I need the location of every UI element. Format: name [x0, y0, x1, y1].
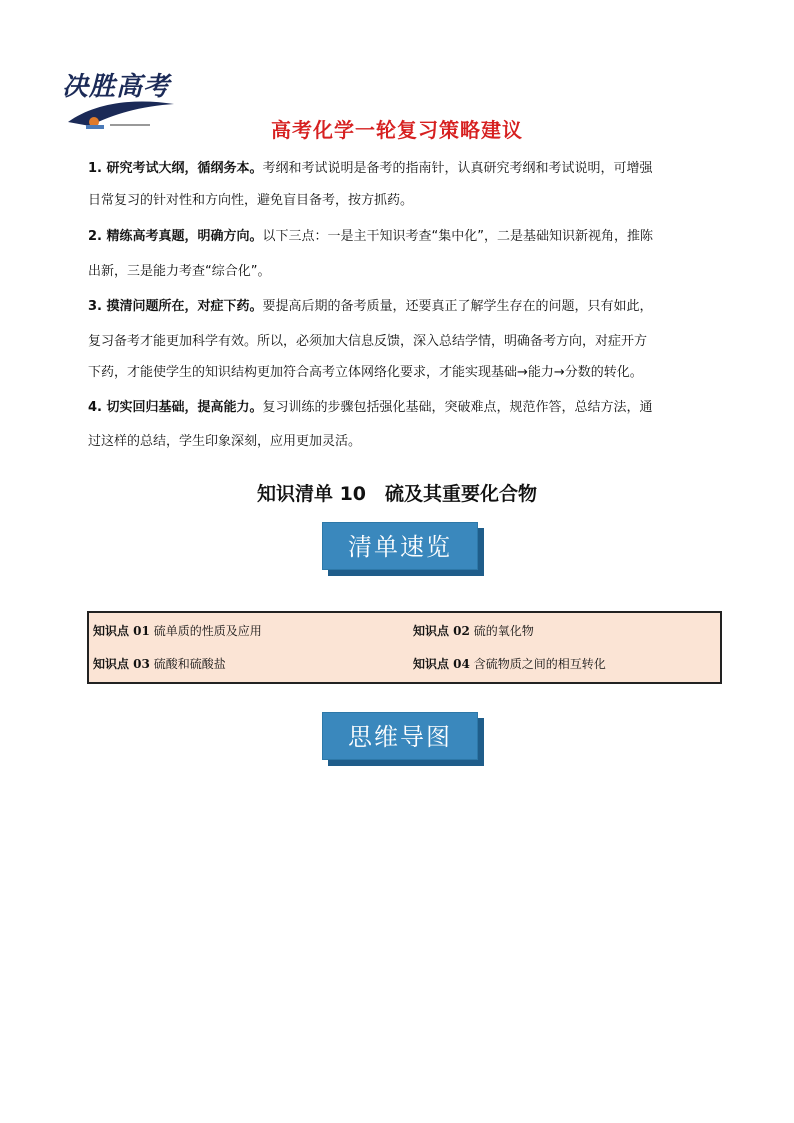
logo-text: 决胜高考 [62, 72, 171, 102]
knowledge-point-02-label: 硫的氧化物 [473, 624, 534, 638]
knowledge-point-01-label: 硫单质的性质及应用 [153, 624, 262, 638]
paragraph-3-heading: 3. 摸清问题所在，对症下药。 [88, 299, 263, 314]
paragraph-1 [88, 160, 718, 177]
paragraph-4 [88, 399, 718, 416]
section-title: 知识清单 10 硫及其重要化合物 [256, 483, 538, 505]
paragraph-2-line-2: 出新，三是能力考查“综合化”。 [88, 264, 271, 279]
mindmap-badge [322, 712, 484, 766]
paragraph-2-heading: 2. 精练高考真题，明确方向。 [88, 229, 263, 244]
knowledge-point-04-label: 含硫物质之间的相互转化 [473, 657, 606, 671]
knowledge-point-02 [413, 622, 534, 639]
paragraph-3-line-2: 复习备考才能更加科学有效。所以，必须加大信息反馈，深入总结学情，明确备考方向，对症开方 [88, 334, 648, 349]
paragraph-3 [88, 298, 718, 315]
knowledge-point-04 [413, 655, 606, 672]
paragraph-4-heading: 4. 切实回归基础，提高能力。 [88, 400, 263, 415]
knowledge-point-03 [93, 655, 226, 672]
document-title: 高考化学一轮复习策略建议 [271, 118, 523, 142]
paragraph-4-line-2: 过这样的总结，学生印象深刻，应用更加灵活。 [88, 434, 362, 449]
knowledge-point-02-num: 知识点 02 [413, 624, 470, 638]
paragraph-1-line-1: 考纲和考试说明是备考的指南针，认真研究考纲和考试说明，可增强 [262, 161, 653, 176]
paragraph-3-line-1: 要提高后期的备考质量，还要真正了解学生存在的问题，只有如此， [262, 299, 653, 314]
knowledge-point-01-num: 知识点 01 [93, 624, 150, 638]
knowledge-point-03-label: 硫酸和硫酸盐 [153, 657, 226, 671]
knowledge-points-box [87, 611, 722, 684]
paragraph-4-line-1: 复习训练的步骤包括强化基础，突破难点，规范作答，总结方法，通 [262, 400, 653, 415]
mindmap-badge-label: 思维导图 [322, 712, 478, 760]
knowledge-point-04-num: 知识点 04 [413, 657, 470, 671]
paragraph-3-line-3: 下药，才能使学生的知识结构更加符合高考立体网络化要求，才能实现基础→能力→分数的转化。 [88, 365, 643, 380]
overview-badge [322, 522, 484, 576]
paragraph-1-heading: 1. 研究考试大纲，循纲务本。 [88, 161, 263, 176]
knowledge-point-01 [93, 622, 262, 639]
paragraph-2-line-1: 以下三点：一是主干知识考查“集中化”，二是基础知识新视角，推陈 [262, 229, 653, 244]
knowledge-point-03-num: 知识点 03 [93, 657, 150, 671]
paragraph-2 [88, 228, 718, 245]
overview-badge-label: 清单速览 [322, 522, 478, 570]
paragraph-1-line-2: 日常复习的针对性和方向性，避免盲目备考，按方抓药。 [88, 193, 414, 208]
